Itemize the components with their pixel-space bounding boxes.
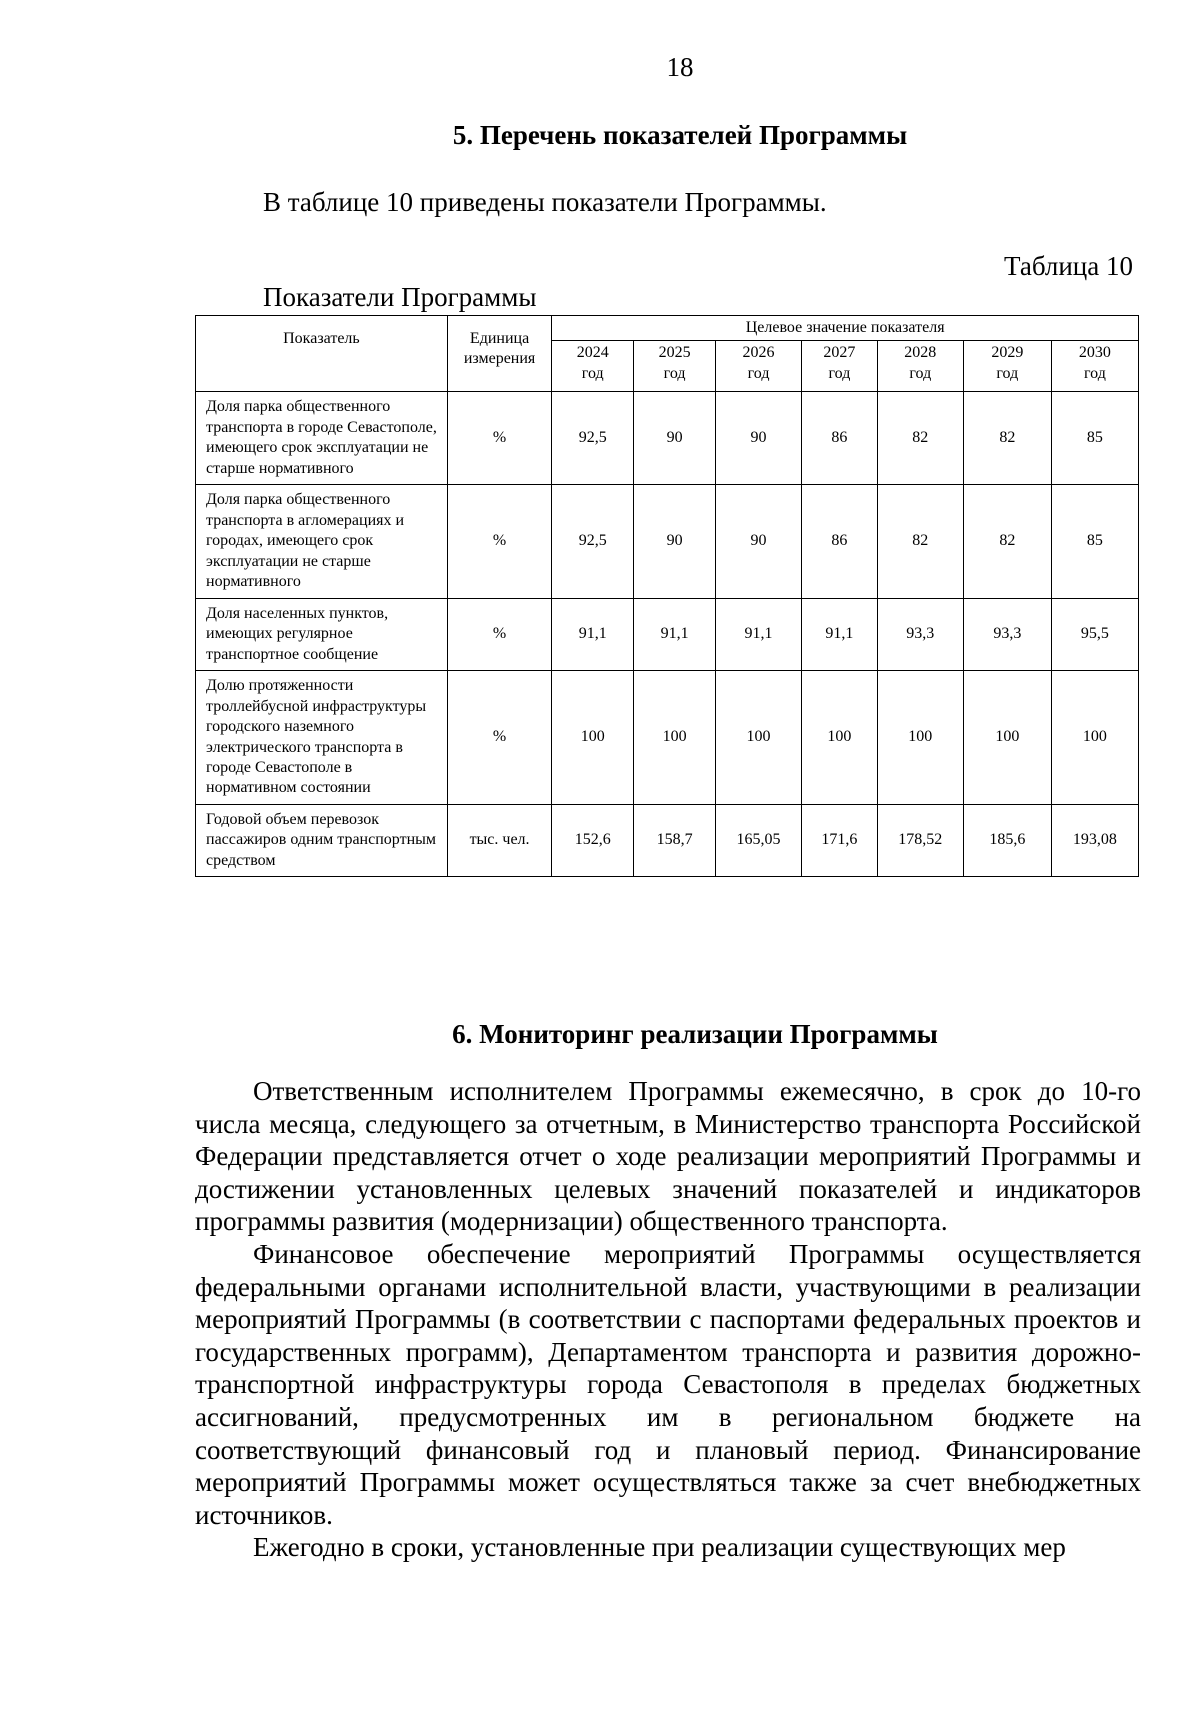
header-year-2027 [802,341,878,392]
target-value-cell: 185,6 [963,804,1051,876]
indicator-unit: тыс. чел. [447,804,551,876]
target-value-cell: 90 [634,392,716,485]
indicator-name: Доля парка общественного транспорта в городе Севастополе, имеющего срок эксплуатации не старше нормативного [196,392,448,485]
year-number: 2024 [576,344,609,362]
target-value-cell: 92,5 [552,485,634,598]
table-number-label: Таблица 10 [1004,251,1133,281]
target-value-cell: 90 [634,485,716,598]
year-number: 2026 [742,344,775,362]
target-value-cell: 100 [877,671,963,805]
target-value-cell: 100 [634,671,716,805]
target-value-cell: 91,1 [802,598,878,670]
year-number: 2028 [904,344,937,362]
header-target-value: Целевое значение показателя [552,316,1139,341]
paragraph: Ответственным исполнителем Программы ежемесячно, в срок до 10-го числа месяца, следующего за отчетным, в Министерство транспорта Российской Федерации представляется отчет о ходе реализации мероприятий Программы и достижении установленных целевых значений показателей и индикаторов программы развития (модернизации) общественного транспорта. [195,1076,1141,1237]
table-row [196,485,1139,598]
year-suffix: год [663,364,686,382]
target-value-cell: 92,5 [552,392,634,485]
page-number: 18 [666,52,694,82]
year-suffix: год [909,364,932,382]
target-value-cell: 178,52 [877,804,963,876]
target-value-cell: 86 [802,392,878,485]
paragraph: Ежегодно в сроки, установленные при реализации существующих мер [253,1532,1066,1563]
target-value-cell: 158,7 [634,804,716,876]
target-value-cell: 93,3 [877,598,963,670]
header-unit: Единица измерения [447,316,551,392]
target-value-cell: 100 [1051,671,1138,805]
indicator-unit: % [447,392,551,485]
target-value-cell: 82 [963,485,1051,598]
year-suffix: год [747,364,770,382]
target-value-cell: 90 [716,485,802,598]
paragraph: Финансовое обеспечение мероприятий Программы осуществляется федеральными органами исполнительной власти, участвующими в реализации мероприятий Программы (в соответствии с паспортами федеральных проектов и государственных программ), Департаментом транспорта и развития дорожно-транспортной инфраструктуры города Севастополя в пределах бюджетных ассигнований, предусмотренных им в региональном бюджете на соответствующий финансовый год и плановый период. Финансирование мероприятий Программы может осуществляться также за счет внебюджетных источников. [195,1238,1141,1530]
table-row [196,392,1139,485]
year-suffix: год [996,364,1019,382]
target-value-cell: 82 [877,392,963,485]
table-row [196,598,1139,670]
year-number: 2025 [658,344,691,362]
target-value-cell: 85 [1051,485,1138,598]
header-year-2028 [877,341,963,392]
target-value-cell: 171,6 [802,804,878,876]
indicator-unit: % [447,598,551,670]
section-5-heading: 5. Перечень показателей Программы [452,120,908,150]
indicator-name: Годовой объем перевозок пассажиров одним транспортным средством [196,804,448,876]
table-row [196,804,1139,876]
target-value-cell: 100 [963,671,1051,805]
target-value-cell: 193,08 [1051,804,1138,876]
target-value-cell: 165,05 [716,804,802,876]
header-year-2024 [552,341,634,392]
target-value-cell: 100 [716,671,802,805]
year-suffix: год [1084,364,1106,382]
header-indicator: Показатель [196,316,448,392]
target-value-cell: 100 [552,671,634,805]
indicator-name: Долю протяженности троллейбусной инфраструктуры городского наземного электрического транспорта в городе Севастополе в нормативном состоянии [196,671,448,805]
target-value-cell: 95,5 [1051,598,1138,670]
target-value-cell: 86 [802,485,878,598]
year-number: 2030 [1078,344,1111,362]
indicator-unit: % [447,485,551,598]
header-year-2030 [1051,341,1138,392]
year-number: 2029 [991,344,1024,362]
year-suffix: год [828,364,851,382]
section-6-body [195,1075,1141,1564]
indicator-name: Доля парка общественного транспорта в агломерациях и городах, имеющего срок эксплуатации не старше нормативного [196,485,448,598]
table-body [196,392,1139,877]
target-value-cell: 82 [963,392,1051,485]
header-year-2025 [634,341,716,392]
indicator-name: Доля населенных пунктов, имеющих регулярное транспортное сообщение [196,598,448,670]
section-5-intro: В таблице 10 приведены показатели Программы. [263,187,827,217]
target-value-cell: 91,1 [634,598,716,670]
header-year-2029 [963,341,1051,392]
target-value-cell: 82 [877,485,963,598]
year-number: 2027 [823,344,856,362]
section-6-heading: 6. Мониторинг реализации Программы [452,1019,938,1049]
year-suffix: год [581,364,604,382]
target-value-cell: 91,1 [716,598,802,670]
table-row [196,671,1139,805]
indicator-unit: % [447,671,551,805]
table-caption: Показатели Программы [263,282,537,312]
target-value-cell: 91,1 [552,598,634,670]
target-value-cell: 93,3 [963,598,1051,670]
indicators-table [195,315,1139,877]
header-year-2026 [716,341,802,392]
target-value-cell: 90 [716,392,802,485]
target-value-cell: 85 [1051,392,1138,485]
target-value-cell: 100 [802,671,878,805]
target-value-cell: 152,6 [552,804,634,876]
